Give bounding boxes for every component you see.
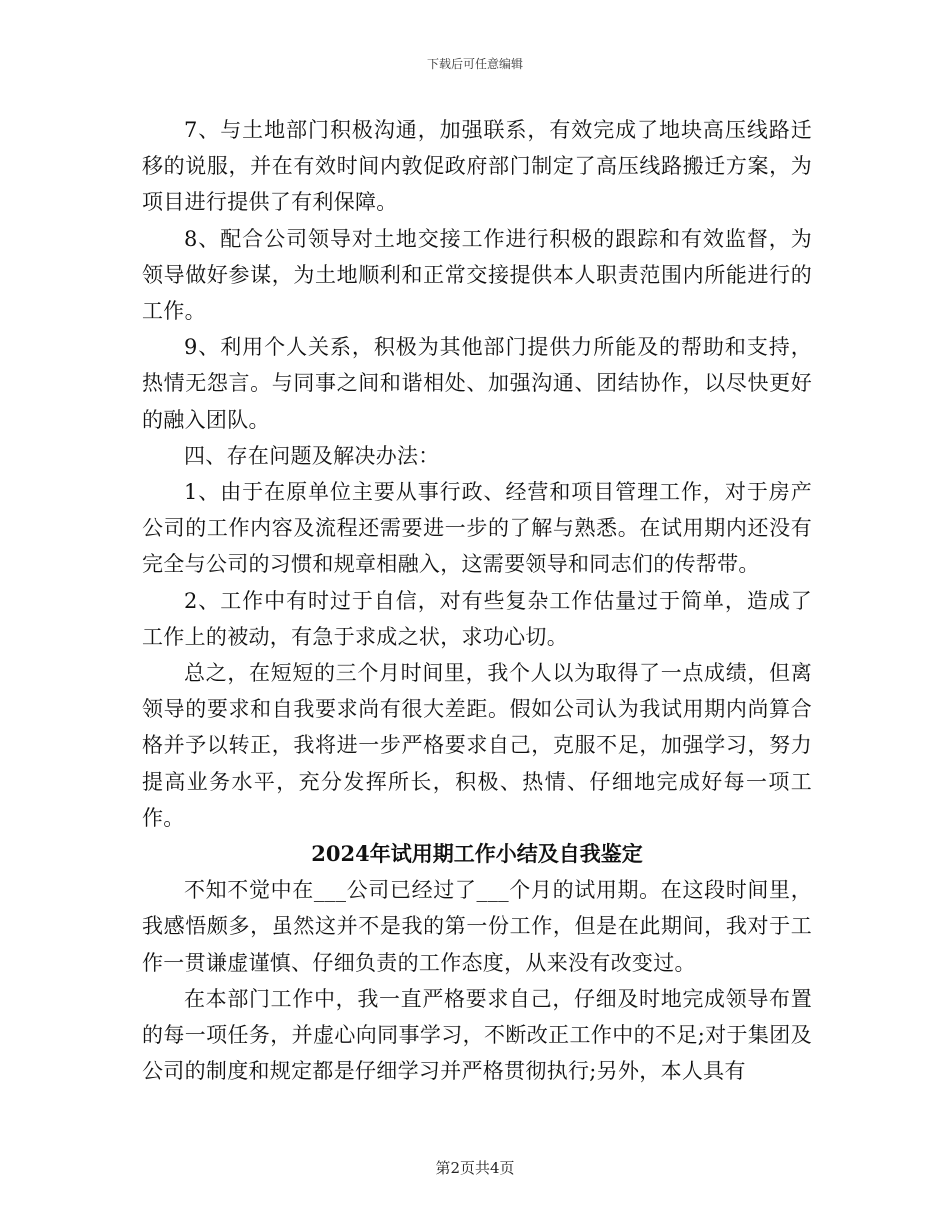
page-number: 第2页共4页 [435,1159,515,1177]
paragraph-intro: 不知不觉中在___公司已经过了___个月的试用期。在这段时间里，我感悟颇多，虽然这并不是我的第一份工作，但是在此期间，我对于工作一贯谦虚谨慎、仔细负责的工作态度，从来没有改变过。 [142,878,812,975]
paragraph-item-9: 9、利用个人关系，积极为其他部门提供力所能及的帮助和支持，热情无怨言。与同事之间和谐相处、加强沟通、团结协作，以尽快更好的融入团队。 [142,335,812,432]
paragraph-department-work: 在本部门工作中，我一直严格要求自己，仔细及时地完成领导布置的每一项任务，并虚心向同事学习，不断改正工作中的不足;对于集团及公司的制度和规定都是仔细学习并严格贯彻执行;另外，本人具有 [142,986,812,1084]
document-title: 2024年试用期工作小结及自我鉴定 [311,841,643,867]
page-header-note: 下载后可任意编辑 [426,57,523,71]
paragraph-problem-1: 1、由于在原单位主要从事行政、经营和项目管理工作，对于房产公司的工作内容及流程还需要进一步的了解与熟悉。在试用期内还没有完全与公司的习惯和规章相融入，这需要领导和同志们的传帮带。 [142,480,812,577]
paragraph-problem-2: 2、工作中有时过于自信，对有些复杂工作估量过于简单，造成了工作上的被动，有急于求成之状，求功心切。 [142,588,812,649]
paragraph-item-7: 7、与土地部门积极沟通，加强联系，有效完成了地块高压线路迁移的说服，并在有效时间内敦促政府部门制定了高压线路搬迁方案，为项目进行提供了有利保障。 [142,118,812,215]
section-heading-problems: 四、存在问题及解决办法： [184,443,440,468]
document-body [142,112,812,1089]
paragraph-conclusion: 总之，在短短的三个月时间里，我个人以为取得了一点成绩，但离领导的要求和自我要求尚有很大差距。假如公司认为我试用期内尚算合格并予以转正，我将进一步严格要求自己，克服不足，加强学习，努力提高业务水平，充分发挥所长，积极、热情、仔细地完成好每一项工作。 [142,661,812,830]
paragraph-item-8: 8、配合公司领导对土地交接工作进行积极的跟踪和有效监督，为领导做好参谋，为土地顺利和正常交接提供本人职责范围内所能进行的工作。 [142,226,812,324]
